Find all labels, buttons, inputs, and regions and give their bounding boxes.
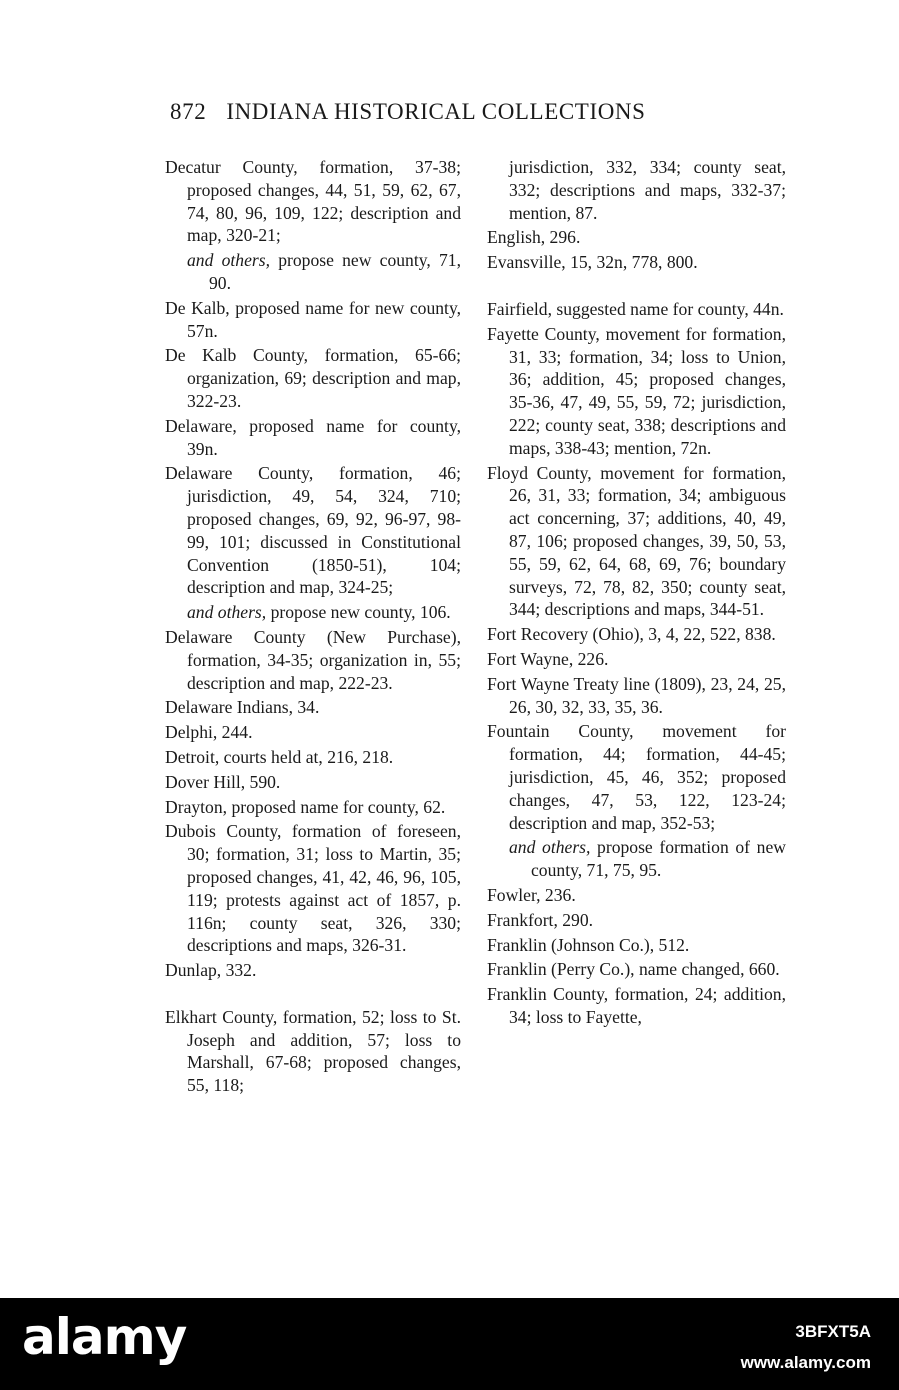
index-entry <box>487 323 786 460</box>
entry-text: propose formation of new county, 71, 75, 95. <box>531 837 786 881</box>
entry-text: Delaware County (New Purchase), formation, 34-35; organization in, 55; description and map, 222-23. <box>165 626 461 693</box>
entry-text: propose new county, 106. <box>266 602 451 623</box>
entry-text: Dover Hill, 590. <box>165 771 281 792</box>
entry-text: Fayette County, movement for formation, 31, 33; formation, 34; loss to Union, 36; addition, 45; proposed changes, 35-36, 47, 49, 55, 59, 72; jurisdiction, 222; county seat, 338; descriptions and maps, 338-43; mention, 72n. <box>487 323 786 458</box>
index-entry <box>487 623 786 646</box>
site-url: www.alamy.com <box>740 1353 871 1372</box>
entry-text: jurisdiction, 332, 334; county seat, 332; descriptions and maps, 332-37; mention, 87. <box>509 157 786 223</box>
entry-text: Franklin (Johnson Co.), 512. <box>487 934 690 955</box>
entry-italic-prefix: and others, <box>509 837 591 858</box>
entry-text: Delaware Indians, 34. <box>165 697 320 718</box>
entry-text: Franklin (Perry Co.), name changed, 660. <box>487 959 780 980</box>
index-entry <box>165 746 461 769</box>
entry-text: Delaware County, formation, 46; jurisdiction, 49, 54, 324, 710; proposed changes, 69, 92, 96-97, 98-99, 101; discussed in Constitutional Convention (1850-51), 104; description and map, 324-25; <box>165 463 461 598</box>
index-entry <box>165 820 461 957</box>
entry-text: propose new county, 71, 90. <box>209 250 462 293</box>
page-header <box>170 99 730 125</box>
entry-text: Frankfort, 290. <box>487 909 594 930</box>
entry-text: Detroit, courts held at, 216, 218. <box>165 746 394 767</box>
entry-text: Delaware, proposed name for county, 39n. <box>165 415 461 459</box>
entry-text: Fairfield, suggested name for county, 44n. <box>487 298 784 319</box>
index-entry <box>487 983 786 1029</box>
entry-text: Dubois County, formation of foreseen, 30; formation, 31; loss to Martin, 35; proposed changes, 41, 42, 46, 96, 105, 119; protests against act of 1857, p. 116n; county seat, 326, 330; descriptions and maps, 326-31. <box>165 821 461 956</box>
index-column-left <box>165 156 461 1099</box>
index-entry <box>487 884 786 907</box>
index-entry <box>165 626 461 694</box>
index-entry <box>487 934 786 957</box>
index-entry <box>165 796 461 819</box>
entry-text: De Kalb County, formation, 65-66; organization, 69; description and map, 322-23. <box>165 345 461 411</box>
index-entry <box>165 1006 461 1097</box>
index-entry <box>165 771 461 794</box>
entry-text: Decatur County, formation, 37-38; proposed changes, 44, 51, 59, 62, 67, 74, 80, 96, 109, 122; description and map, 320-21; <box>165 157 461 246</box>
index-entry <box>165 344 461 412</box>
entry-text: Fountain County, movement for formation, 44; formation, 44-45; jurisdiction, 45, 46, 352; proposed changes, 47, 53, 122, 123-24; description and map, 352-53; <box>487 721 786 833</box>
entry-text: Fort Wayne, 226. <box>487 648 609 669</box>
book-title: INDIANA HISTORICAL COLLECTIONS <box>226 99 646 124</box>
index-entry <box>165 601 461 624</box>
letter-section-gap <box>487 276 786 298</box>
index-entry <box>487 298 786 321</box>
entry-italic-prefix: and others, <box>187 250 270 271</box>
index-entry <box>165 959 461 982</box>
index-entry <box>487 462 786 622</box>
index-entry <box>165 297 461 343</box>
index-entry <box>165 721 461 744</box>
index-entry <box>487 226 786 249</box>
index-entry <box>487 251 786 274</box>
index-entry <box>487 648 786 671</box>
index-entry <box>487 673 786 719</box>
letter-section-gap <box>165 984 461 1006</box>
entry-text: Fort Recovery (Ohio), 3, 4, 22, 522, 838. <box>487 624 776 645</box>
index-entry <box>487 958 786 981</box>
index-entry <box>487 836 786 882</box>
index-entry <box>487 156 786 224</box>
index-entry <box>487 720 786 834</box>
entry-text: Fowler, 236. <box>487 884 576 905</box>
index-entry <box>165 156 461 247</box>
entry-text: De Kalb, proposed name for new county, 57n. <box>165 297 461 341</box>
index-entry <box>165 415 461 461</box>
entry-text: Fort Wayne Treaty line (1809), 23, 24, 25, 26, 30, 32, 33, 35, 36. <box>487 673 786 717</box>
entry-text: Floyd County, movement for formation, 26, 31, 33; formation, 34; ambiguous act concerning, 37; additions, 40, 49, 87, 106; proposed changes, 39, 50, 53, 55, 59, 62, 64, 68, 69, 76; boundary surveys, 72, 78, 82, 350; county seat, 344; descriptions and maps, 344-51. <box>487 462 786 620</box>
index-column-right <box>487 156 786 1031</box>
entry-text: Evansville, 15, 32n, 778, 800. <box>487 252 698 273</box>
entry-text: Franklin County, formation, 24; addition, 34; loss to Fayette, <box>487 984 786 1027</box>
page-number: 872 <box>170 99 207 124</box>
index-entry <box>165 696 461 719</box>
entry-text: English, 296. <box>487 227 581 248</box>
entry-text: Elkhart County, formation, 52; loss to St. Joseph and addition, 57; loss to Marshall, 67-68; proposed changes, 55, 118; <box>165 1006 461 1096</box>
image-id: 3BFXT5A <box>795 1322 871 1341</box>
index-entry <box>165 249 461 295</box>
entry-text: Dunlap, 332. <box>165 960 257 981</box>
index-entry <box>487 909 786 932</box>
entry-text: Drayton, proposed name for county, 62. <box>165 796 446 817</box>
entry-italic-prefix: and others, <box>187 602 267 623</box>
stock-watermark-bar <box>0 1298 899 1390</box>
entry-text: Delphi, 244. <box>165 722 253 743</box>
alamy-logo: alamy <box>22 1308 187 1366</box>
index-entry <box>165 462 461 599</box>
